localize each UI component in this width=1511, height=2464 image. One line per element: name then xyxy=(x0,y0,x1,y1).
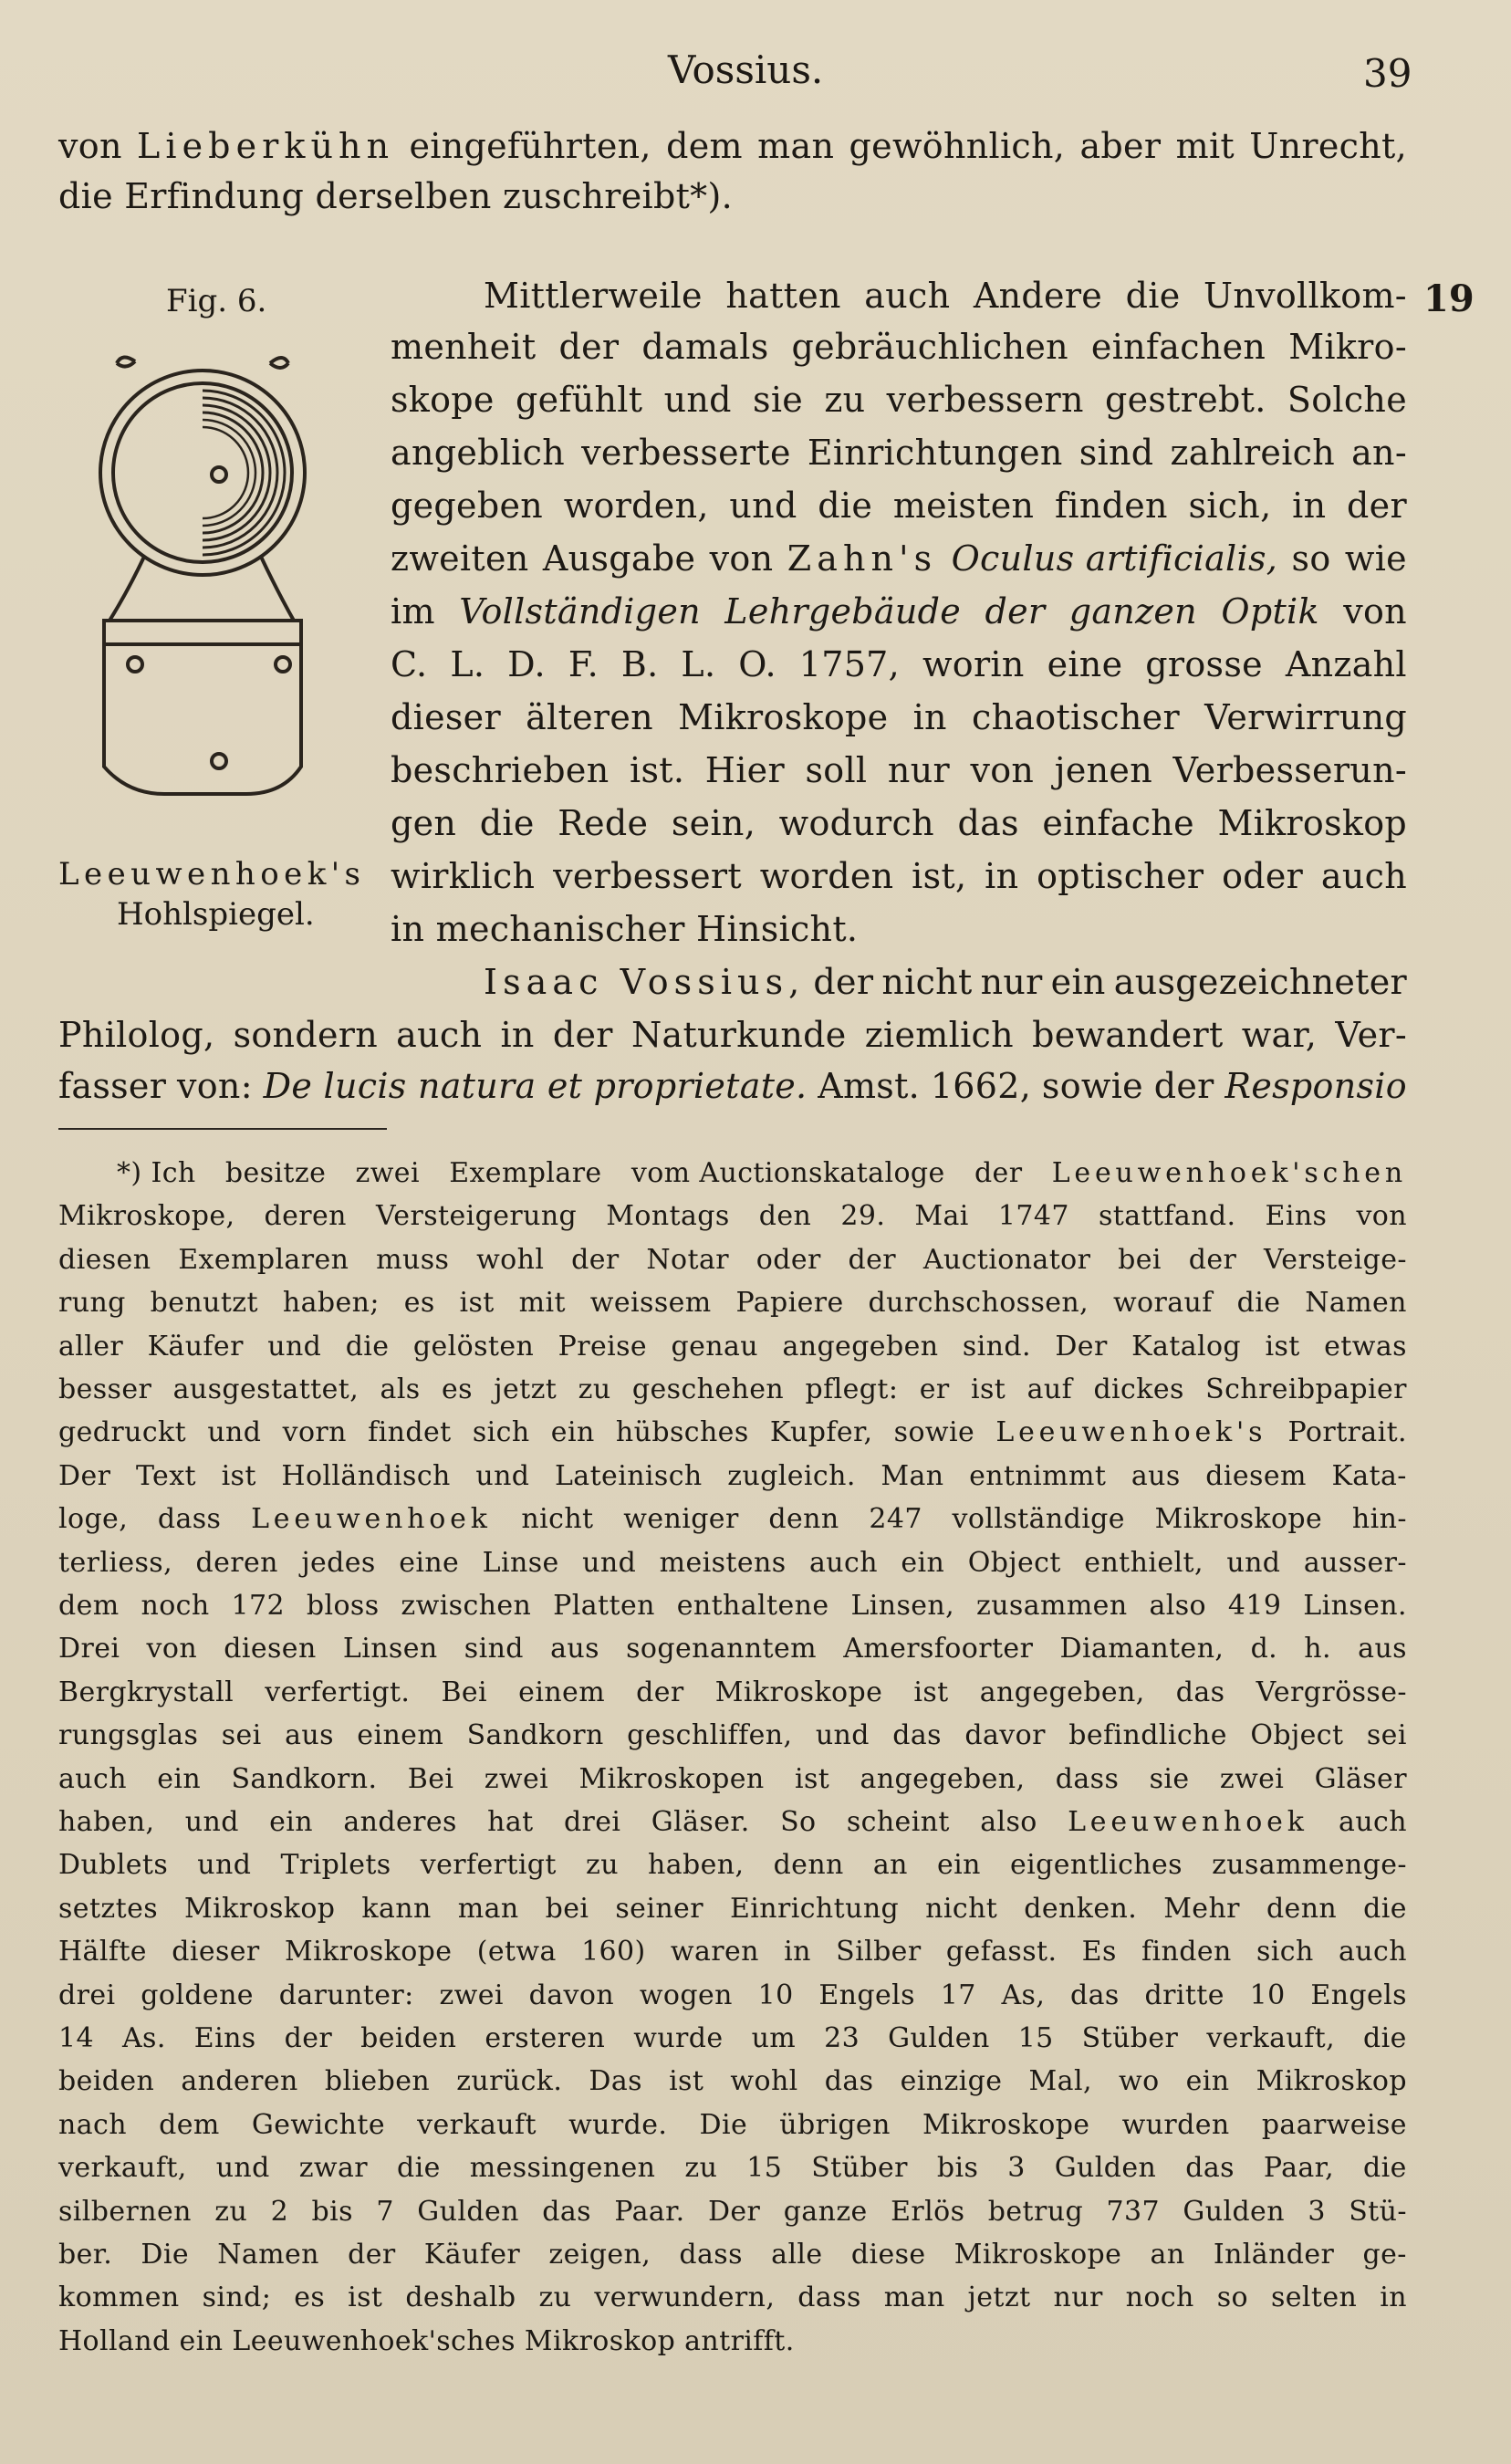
text-line: beschrieben ist. Hier soll nur von jenen Verbesserun- xyxy=(391,750,1407,790)
margin-note: 19 xyxy=(1423,277,1475,320)
footnote-line: diesen Exemplaren muss wohl der Notar oder der Auctionator bei der Versteige- xyxy=(58,1244,1407,1276)
page-number: 39 xyxy=(1363,51,1412,96)
concave-mirror-figure xyxy=(91,347,338,803)
footnote-line: beiden anderen blieben zurück. Das ist wohl das einzige Mal, wo ein Mikroskop xyxy=(58,2065,1407,2097)
footnote-line: Mikroskope, deren Versteigerung Montags den 29. Mai 1747 stattfand. Eins von xyxy=(58,1200,1407,1232)
text-line: Philolog, sondern auch in der Naturkunde ziemlich bewandert war, Ver- xyxy=(58,1015,1407,1055)
footnote-line: 14 As. Eins der beiden ersteren wurde um 23 Gulden 15 Stüber verkauft, die xyxy=(58,2022,1407,2054)
text-line: menheit der damals gebräuchlichen einfachen Mikro- xyxy=(391,327,1407,367)
figure-caption-name: Leeuwenhoek's xyxy=(58,856,366,893)
footnote-line: silbernen zu 2 bis 7 Gulden das Paar. Der ganze Erlös betrug 737 Gulden 3 Stü- xyxy=(58,2196,1407,2228)
text-line: Isaac Vossius, der nicht nur ein ausgezeichneter xyxy=(484,962,1407,1002)
text-line: in mechanischer Hinsicht. xyxy=(391,909,859,949)
footnote-line: Hälfte dieser Mikroskope (etwa 160) waren in Silber gefasst. Es finden sich auch xyxy=(58,1936,1407,1968)
footnote-line: loge, dass Leeuwenhoek nicht weniger denn 247 vollständige Mikroskope hin- xyxy=(58,1503,1407,1535)
figure-label: Fig. 6. xyxy=(166,283,267,319)
running-title: Vossius. xyxy=(668,47,824,92)
text-line: C. L. D. F. B. L. O. 1757, worin eine grosse Anzahl xyxy=(391,644,1407,684)
text-line: angeblich verbesserte Einrichtungen sind zahlreich an- xyxy=(391,433,1407,473)
footnote-rule xyxy=(58,1128,387,1130)
footnote-line: ber. Die Namen der Käufer zeigen, dass alle diese Mikroskope an Inländer ge- xyxy=(58,2239,1407,2271)
footnote-line: besser ausgestattet, als es jetzt zu geschehen pflegt: er ist auf dickes Schreibpapier xyxy=(58,1373,1407,1405)
footnote-line: Holland ein Leeuwenhoek'sches Mikroskop antrifft. xyxy=(58,2325,795,2357)
text-line: dieser älteren Mikroskope in chaotischer Verwirrung xyxy=(391,697,1407,737)
text-line: wirklich verbessert worden ist, in optischer oder auch xyxy=(391,856,1407,896)
text-line: gegeben worden, und die meisten finden sich, in der xyxy=(391,485,1407,526)
footnote-line: setztes Mikroskop kann man bei seiner Einrichtung nicht denken. Mehr denn die xyxy=(58,1893,1407,1925)
footnote-line: *) Ich besitze zwei Exemplare vom Auctionskataloge der Leeuwenhoek'schen xyxy=(117,1157,1407,1189)
text-line: zweiten Ausgabe von Zahn's Oculus artificialis, so wie xyxy=(391,538,1407,579)
footnote-line: Bergkrystall verfertigt. Bei einem der Mikroskope ist angegeben, das Vergrösse- xyxy=(58,1676,1407,1708)
footnote-line: aller Käufer und die gelösten Preise genau angegeben sind. Der Katalog ist etwas xyxy=(58,1331,1407,1363)
footnote-line: terliess, deren jedes eine Linse und meistens auch ein Object enthielt, und ausser- xyxy=(58,1547,1407,1579)
footnote-line: haben, und ein anderes hat drei Gläser. So scheint also Leeuwenhoek auch xyxy=(58,1806,1407,1838)
text-line: von Lieberkühn eingeführten, dem man gewöhnlich, aber mit Unrecht, xyxy=(58,126,1407,166)
text-line: skope gefühlt und sie zu verbessern gestrebt. Solche xyxy=(391,380,1407,420)
footnote-line: drei goldene darunter: zwei davon wogen 10 Engels 17 As, das dritte 10 Engels xyxy=(58,1979,1407,2011)
footnote-line: rungsglas sei aus einem Sandkorn geschliffen, und das davor befindliche Object sei xyxy=(58,1719,1407,1751)
footnote-line: nach dem Gewichte verkauft wurde. Die übrigen Mikroskope wurden paarweise xyxy=(58,2109,1407,2141)
footnote-line: verkauft, und zwar die messingenen zu 15 Stüber bis 3 Gulden das Paar, die xyxy=(58,2152,1407,2184)
footnote-line: gedruckt und vorn findet sich ein hübsches Kupfer, sowie Leeuwenhoek's Portrait. xyxy=(58,1416,1407,1448)
footnote-line: auch ein Sandkorn. Bei zwei Mikroskopen ist angegeben, dass sie zwei Gläser xyxy=(58,1763,1407,1795)
footnote-line: dem noch 172 bloss zwischen Platten enthaltene Linsen, zusammen also 419 Linsen. xyxy=(58,1590,1407,1622)
text-line: im Vollständigen Lehrgebäude der ganzen Optik von xyxy=(391,591,1407,632)
text-line: die Erfindung derselben zuschreibt*). xyxy=(58,176,733,216)
footnote-line: kommen sind; es ist deshalb zu verwundern, dass man jetzt nur noch so selten in xyxy=(58,2281,1407,2313)
text-line: Mittlerweile hatten auch Andere die Unvollkom- xyxy=(484,276,1407,316)
figure-caption: Hohlspiegel. xyxy=(117,896,315,933)
text-line: gen die Rede sein, wodurch das einfache Mikroskop xyxy=(391,803,1407,843)
footnote-line: Der Text ist Holländisch und Lateinisch zugleich. Man entnimmt aus diesem Kata- xyxy=(58,1460,1407,1492)
footnote-line: Drei von diesen Linsen sind aus sogenanntem Amersfoorter Diamanten, d. h. aus xyxy=(58,1633,1407,1665)
footnote-line: rung benutzt haben; es ist mit weissem Papiere durchschossen, worauf die Namen xyxy=(58,1287,1407,1319)
text-line: fasser von: De lucis natura et proprietate. Amst. 1662, sowie der Responsio xyxy=(58,1066,1407,1106)
footnote-line: Dublets und Triplets verfertigt zu haben, denn an ein eigentliches zusammenge- xyxy=(58,1849,1407,1881)
